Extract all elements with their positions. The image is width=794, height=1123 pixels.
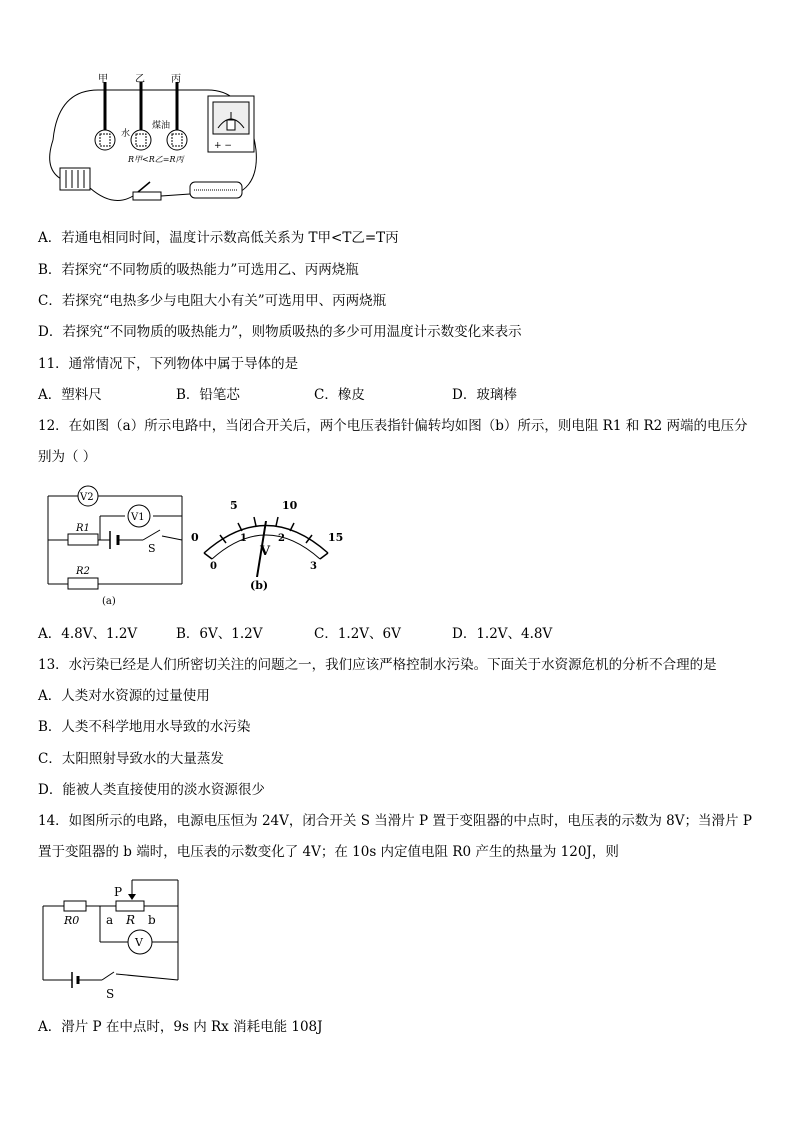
q12-voltmeter-dial-figure xyxy=(186,493,346,593)
q13-option-c: C．太阳照射导致水的大量蒸发 xyxy=(38,751,224,767)
endpoint-a-label: a xyxy=(106,913,114,927)
q14-circuit-figure xyxy=(40,876,185,1001)
switch-s-label: S xyxy=(106,987,115,1001)
dial-inner-tick-0: 0 xyxy=(210,561,217,572)
q13-option-b: B．人类不科学地用水导致的水污染 xyxy=(38,719,251,735)
dial-inner-tick-2: 2 xyxy=(278,533,285,544)
heating-experiment-figure xyxy=(38,70,278,220)
resistor-r2-label: R2 xyxy=(76,566,90,577)
q11-option-b: B．铅笔芯 xyxy=(176,387,240,403)
q14-stem-line2: 置于变阻器的 b 端时，电压表的示数变化了 4V；在 10s 内定值电阻 R0 产生的热量为 120J，则 xyxy=(38,844,619,860)
liquid-water-label: 水 xyxy=(121,129,131,139)
q14-stem-line1: 14．如图所示的电路，电源电压恒为 24V，闭合开关 S 当滑片 P 置于变阻器的中点时，电压表的示数为 8V；当滑片 P xyxy=(38,813,752,829)
dial-outer-tick-0: 0 xyxy=(191,531,199,544)
q12-circuit-a-figure xyxy=(40,480,190,610)
flask-label-bing: 丙 xyxy=(171,74,181,85)
dial-inner-tick-3: 3 xyxy=(310,561,317,572)
flask-label-yi: 乙 xyxy=(135,74,145,85)
q10-option-b: B．若探究“不同物质的吸热能力”可选用乙、丙两烧瓶 xyxy=(38,262,359,278)
q14-option-a: A．滑片 P 在中点时，9s 内 Rx 消耗电能 108J xyxy=(38,1019,323,1035)
voltmeter-v-label: V xyxy=(135,936,143,949)
rheostat-r-label: R xyxy=(126,913,136,927)
svg-text:+ −: + − xyxy=(214,141,232,151)
q11-option-d: D．玻璃棒 xyxy=(452,387,517,403)
q11-option-c: C．橡皮 xyxy=(314,387,365,403)
resistor-r0-label: R0 xyxy=(64,914,80,927)
q13-option-d: D．能被人类直接使用的淡水资源很少 xyxy=(38,782,265,798)
switch-s-label: S xyxy=(148,542,156,555)
flask-label-jia: 甲 xyxy=(98,74,108,85)
q11-stem: 11．通常情况下，下列物体中属于导体的是 xyxy=(38,356,299,372)
q12-option-d: D．1.2V、4.8V xyxy=(452,626,553,642)
resistor-r1-label: R1 xyxy=(76,523,90,534)
voltmeter-v1-label: V1 xyxy=(131,512,145,523)
slider-p-label: P xyxy=(114,885,123,899)
q12-stem-line1: 12．在如图（a）所示电路中，当闭合开关后，两个电压表指针偏转均如图（b）所示，则电阻 R1 和 R2 两端的电压分 xyxy=(38,418,748,434)
q10-option-d: D．若探究“不同物质的吸热能力”，则物质吸热的多少可用温度计示数变化来表示 xyxy=(38,324,522,340)
q10-option-a: A．若通电相同时间，温度计示数高低关系为 T甲<T乙=T丙 xyxy=(38,230,399,246)
endpoint-b-label: b xyxy=(148,913,156,927)
figure-a-caption: (a) xyxy=(102,596,116,607)
liquid-oil-label: 煤油 xyxy=(152,121,171,131)
voltmeter-v2-label: V2 xyxy=(80,492,94,503)
q13-stem: 13．水污染已经是人们所密切关注的问题之一，我们应该严格控制水污染。下面关于水资源危机的分析不合理的是 xyxy=(38,657,717,673)
resistance-relation-label: R甲<R乙=R丙 xyxy=(128,155,184,164)
q10-option-c: C．若探究“电热多少与电阻大小有关”可选用甲、丙两烧瓶 xyxy=(38,293,387,309)
dial-unit-label: V xyxy=(260,544,271,559)
figure-b-caption: (b) xyxy=(250,579,269,592)
q13-option-a: A．人类对水资源的过量使用 xyxy=(38,688,210,704)
q12-option-a: A．4.8V、1.2V xyxy=(38,626,138,642)
dial-outer-tick-15: 15 xyxy=(328,531,344,544)
q12-option-b: B．6V、1.2V xyxy=(176,626,263,642)
q12-stem-line2: 别为（ ） xyxy=(38,449,97,465)
q12-option-c: C．1.2V、6V xyxy=(314,626,401,642)
dial-outer-tick-5: 5 xyxy=(230,499,238,512)
dial-inner-tick-1: 1 xyxy=(240,533,247,544)
dial-outer-tick-10: 10 xyxy=(282,499,298,512)
q11-option-a: A．塑料尺 xyxy=(38,387,102,403)
